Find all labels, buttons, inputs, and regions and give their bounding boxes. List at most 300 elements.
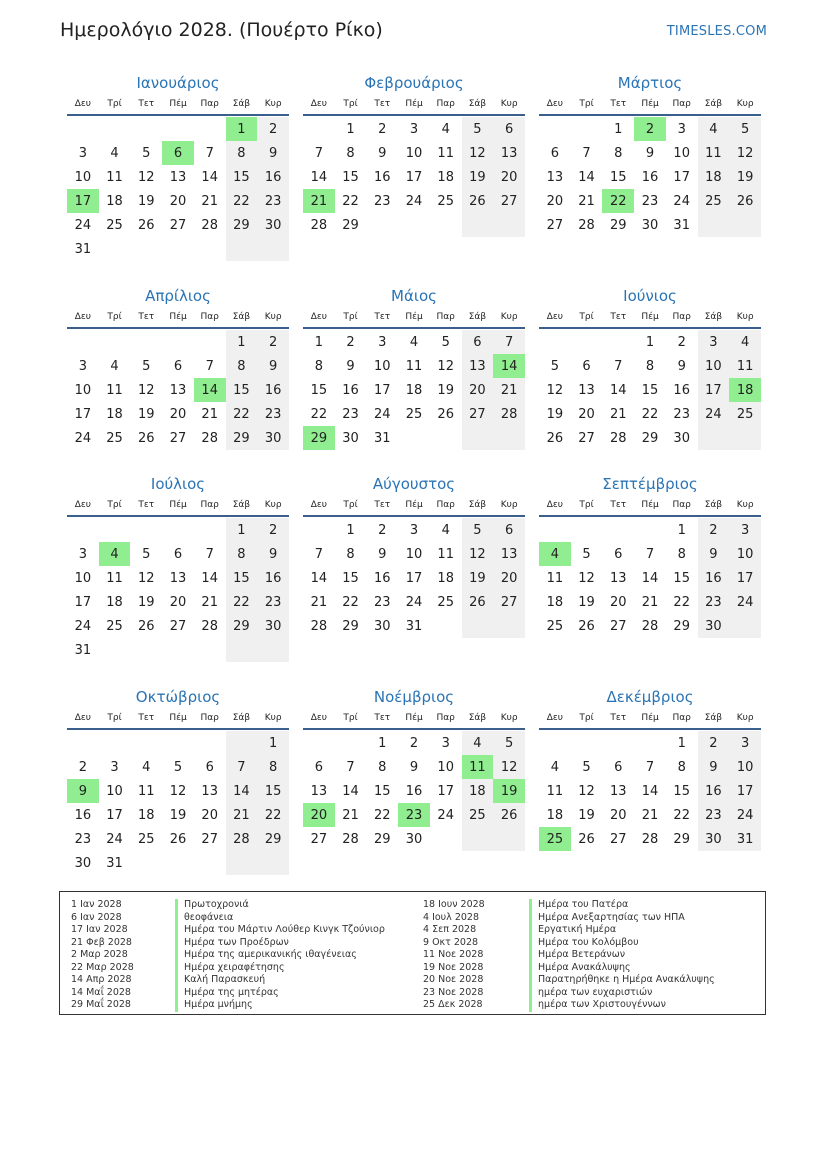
empty-cell bbox=[462, 426, 494, 450]
month-block bbox=[539, 72, 761, 237]
weekday-label: Δευ bbox=[310, 713, 327, 723]
day-cell: 8 bbox=[314, 358, 323, 374]
day-cell: 22 bbox=[226, 402, 258, 426]
day-cell: 22 bbox=[310, 406, 328, 422]
day-cell: 30 bbox=[698, 827, 730, 851]
day-cell: 3 bbox=[409, 121, 419, 137]
empty-cell bbox=[729, 426, 761, 450]
day-cell: 25 bbox=[138, 831, 155, 847]
day-cell: 13 bbox=[310, 783, 328, 799]
day-cell: 17 bbox=[405, 570, 423, 586]
day-cell: 20 bbox=[201, 807, 218, 823]
weekday-label: Κυρ bbox=[264, 713, 282, 723]
weekday-label: Δευ bbox=[74, 500, 91, 510]
weekday-label: Σάβ bbox=[704, 312, 723, 322]
day-cell: 7 bbox=[205, 145, 214, 161]
day-cell: 1 bbox=[378, 735, 387, 751]
empty-cell bbox=[539, 330, 571, 354]
day-cell: 13 bbox=[493, 141, 525, 165]
legend-holiday-name: θεοφάνεια bbox=[175, 912, 385, 925]
empty-cell bbox=[130, 638, 162, 662]
weekday-label: Πέμ bbox=[405, 99, 423, 109]
empty-cell bbox=[194, 851, 226, 875]
day-cell: 26 bbox=[138, 430, 155, 446]
day-cell: 8 bbox=[226, 354, 258, 378]
day-cell: 26 bbox=[546, 430, 564, 446]
day-cell: 29 bbox=[641, 430, 659, 446]
day-cell: 23 bbox=[374, 594, 391, 610]
weekday-label: Παρ bbox=[436, 99, 455, 109]
day-cell: 5 bbox=[441, 334, 450, 350]
empty-cell bbox=[602, 330, 634, 354]
day-cell: 9 bbox=[257, 354, 289, 378]
day-cell: 27 bbox=[169, 217, 187, 233]
empty-cell bbox=[366, 213, 398, 237]
day-cell: 16 bbox=[698, 566, 730, 590]
day-cell: 12 bbox=[138, 169, 155, 185]
day-cell: 24 bbox=[405, 193, 423, 209]
empty-cell bbox=[303, 518, 335, 542]
weekday-label: Κυρ bbox=[736, 312, 754, 322]
weekday-label: Παρ bbox=[200, 99, 219, 109]
day-cell: 10 bbox=[729, 542, 761, 566]
day-cell: 8 bbox=[645, 358, 655, 374]
day-cell: 8 bbox=[614, 145, 623, 161]
month-name: Αύγουστος bbox=[372, 475, 456, 493]
day-cell: 22 bbox=[641, 406, 659, 422]
day-cell: 19 bbox=[578, 594, 595, 610]
day-cell: 12 bbox=[546, 382, 564, 398]
day-cell: 5 bbox=[462, 117, 494, 141]
day-cell: 13 bbox=[578, 382, 595, 398]
month-block bbox=[539, 473, 761, 638]
holiday-day-cell: 2 bbox=[634, 117, 666, 141]
day-cell: 16 bbox=[374, 570, 391, 586]
day-cell: 19 bbox=[169, 807, 187, 823]
weekday-label: Παρ bbox=[200, 500, 219, 510]
legend-holiday-name: Εργατική Ημέρα bbox=[529, 924, 715, 937]
day-cell: 21 bbox=[641, 807, 659, 823]
day-cell: 6 bbox=[493, 518, 525, 542]
day-cell: 19 bbox=[138, 406, 155, 422]
day-cell: 13 bbox=[169, 570, 187, 586]
empty-cell bbox=[130, 851, 162, 875]
day-cell: 21 bbox=[226, 803, 258, 827]
legend-holiday-name: Ημέρα του Πατέρα bbox=[529, 899, 715, 912]
day-cell: 17 bbox=[405, 169, 423, 185]
weekday-label: Πέμ bbox=[641, 500, 659, 510]
day-cell: 26 bbox=[138, 217, 155, 233]
day-cell: 27 bbox=[169, 618, 187, 634]
empty-cell bbox=[303, 117, 335, 141]
day-cell: 4 bbox=[441, 522, 450, 538]
weekday-label: Πέμ bbox=[169, 713, 187, 723]
day-cell: 24 bbox=[106, 831, 123, 847]
day-cell: 13 bbox=[610, 570, 627, 586]
day-cell: 23 bbox=[698, 590, 730, 614]
day-cell: 24 bbox=[698, 402, 730, 426]
day-cell: 23 bbox=[698, 803, 730, 827]
day-grid bbox=[539, 731, 761, 851]
empty-cell bbox=[430, 426, 462, 450]
day-cell: 26 bbox=[729, 189, 761, 213]
holiday-day-cell: 20 bbox=[303, 803, 335, 827]
legend-date: 17 Ιαν 2028 bbox=[71, 924, 128, 935]
day-grid bbox=[67, 330, 289, 450]
day-cell: 31 bbox=[729, 827, 761, 851]
day-cell: 15 bbox=[226, 566, 258, 590]
day-cell: 27 bbox=[610, 831, 627, 847]
weekday-label: Σάβ bbox=[704, 99, 723, 109]
legend-holiday-name: Ημέρα του Κολόμβου bbox=[529, 937, 715, 950]
day-cell: 2 bbox=[78, 759, 87, 775]
day-cell: 6 bbox=[314, 759, 323, 775]
holiday-day-cell: 29 bbox=[303, 426, 335, 450]
day-cell: 29 bbox=[226, 213, 258, 237]
weekday-label: Σάβ bbox=[468, 312, 487, 322]
day-cell: 5 bbox=[729, 117, 761, 141]
legend-date: 23 Νοε 2028 bbox=[423, 986, 484, 998]
day-cell: 10 bbox=[437, 759, 454, 775]
day-cell: 10 bbox=[106, 783, 123, 799]
day-cell: 8 bbox=[677, 546, 686, 562]
weekday-label: Τρί bbox=[579, 500, 594, 510]
day-cell: 17 bbox=[74, 594, 92, 610]
day-grid bbox=[67, 117, 289, 261]
weekday-label: Δευ bbox=[310, 99, 327, 109]
day-cell: 17 bbox=[729, 779, 761, 803]
day-cell: 13 bbox=[546, 169, 564, 185]
legend-holiday-name: Πρωτοχρονιά bbox=[175, 899, 385, 912]
holiday-legend bbox=[59, 891, 766, 1015]
day-cell: 30 bbox=[374, 618, 391, 634]
day-cell: 29 bbox=[673, 831, 690, 847]
day-cell: 23 bbox=[673, 406, 690, 422]
weekday-label: Σάβ bbox=[232, 500, 251, 510]
day-cell: 24 bbox=[74, 217, 92, 233]
day-cell: 15 bbox=[310, 382, 328, 398]
day-cell: 23 bbox=[641, 193, 659, 209]
day-cell: 24 bbox=[729, 590, 761, 614]
day-cell: 16 bbox=[257, 378, 289, 402]
day-cell: 2 bbox=[698, 731, 730, 755]
weekday-header bbox=[67, 708, 289, 730]
day-grid bbox=[303, 117, 525, 237]
weekday-label: Τετ bbox=[610, 312, 627, 322]
legend-date: 21 Φεβ 2028 bbox=[71, 936, 132, 948]
empty-cell bbox=[493, 614, 525, 638]
weekday-header bbox=[539, 94, 761, 116]
legend-date: 2 Μαρ 2028 bbox=[71, 949, 128, 960]
weekday-label: Παρ bbox=[672, 713, 691, 723]
day-cell: 11 bbox=[138, 783, 155, 799]
day-cell: 16 bbox=[74, 807, 92, 823]
day-cell: 22 bbox=[374, 807, 391, 823]
day-cell: 26 bbox=[578, 618, 595, 634]
day-cell: 4 bbox=[409, 334, 419, 350]
day-cell: 21 bbox=[641, 594, 659, 610]
day-cell: 19 bbox=[729, 165, 761, 189]
day-cell: 25 bbox=[462, 803, 494, 827]
day-cell: 20 bbox=[169, 193, 187, 209]
day-cell: 28 bbox=[578, 217, 595, 233]
month-name: Δεκέμβριος bbox=[606, 688, 694, 706]
day-cell: 31 bbox=[74, 642, 92, 658]
day-cell: 8 bbox=[257, 755, 289, 779]
weekday-label: Παρ bbox=[436, 713, 455, 723]
day-grid bbox=[67, 731, 289, 875]
empty-cell bbox=[162, 237, 194, 261]
day-cell: 27 bbox=[493, 590, 525, 614]
weekday-label: Δευ bbox=[546, 500, 563, 510]
day-cell: 26 bbox=[138, 618, 155, 634]
day-cell: 13 bbox=[201, 783, 218, 799]
day-cell: 3 bbox=[409, 522, 419, 538]
weekday-label: Σάβ bbox=[232, 312, 251, 322]
holiday-day-cell: 14 bbox=[194, 378, 226, 402]
day-cell: 26 bbox=[437, 406, 454, 422]
legend-holiday-name: Ημέρα Βετεράνων bbox=[529, 949, 715, 962]
empty-cell bbox=[67, 731, 99, 755]
day-cell: 6 bbox=[493, 117, 525, 141]
day-cell: 8 bbox=[346, 145, 355, 161]
day-cell: 1 bbox=[614, 121, 623, 137]
day-cell: 12 bbox=[169, 783, 187, 799]
day-cell: 2 bbox=[409, 735, 419, 751]
day-cell: 23 bbox=[257, 189, 289, 213]
empty-cell bbox=[130, 731, 162, 755]
weekday-label: Τρί bbox=[107, 312, 122, 322]
empty-cell bbox=[698, 426, 730, 450]
holiday-day-cell: 19 bbox=[493, 779, 525, 803]
day-cell: 11 bbox=[546, 783, 564, 799]
month-block bbox=[67, 72, 289, 261]
weekday-label: Κυρ bbox=[500, 312, 518, 322]
weekday-label: Κυρ bbox=[500, 713, 518, 723]
day-cell: 20 bbox=[169, 594, 187, 610]
empty-cell bbox=[539, 117, 571, 141]
empty-cell bbox=[257, 638, 289, 662]
day-cell: 17 bbox=[437, 783, 454, 799]
day-cell: 1 bbox=[314, 334, 323, 350]
day-cell: 27 bbox=[169, 430, 187, 446]
empty-cell bbox=[226, 731, 258, 755]
day-cell: 3 bbox=[441, 735, 450, 751]
day-cell: 31 bbox=[405, 618, 423, 634]
month-block bbox=[303, 285, 525, 450]
day-cell: 31 bbox=[74, 241, 92, 257]
empty-cell bbox=[67, 117, 99, 141]
day-cell: 30 bbox=[698, 614, 730, 638]
day-cell: 2 bbox=[677, 334, 686, 350]
day-cell: 9 bbox=[698, 755, 730, 779]
day-cell: 10 bbox=[74, 169, 92, 185]
month-block bbox=[67, 285, 289, 450]
weekday-label: Κυρ bbox=[264, 312, 282, 322]
day-cell: 25 bbox=[106, 430, 123, 446]
empty-cell bbox=[194, 117, 226, 141]
day-cell: 7 bbox=[645, 759, 655, 775]
weekday-label: Δευ bbox=[74, 99, 91, 109]
day-cell: 10 bbox=[673, 145, 690, 161]
day-cell: 24 bbox=[374, 406, 391, 422]
weekday-label: Παρ bbox=[200, 312, 219, 322]
day-cell: 15 bbox=[342, 169, 359, 185]
day-cell: 2 bbox=[257, 518, 289, 542]
weekday-label: Πέμ bbox=[169, 500, 187, 510]
day-cell: 11 bbox=[106, 570, 123, 586]
day-cell: 12 bbox=[462, 542, 494, 566]
empty-cell bbox=[99, 638, 131, 662]
empty-cell bbox=[99, 731, 131, 755]
day-cell: 10 bbox=[698, 354, 730, 378]
weekday-header bbox=[303, 94, 525, 116]
day-cell: 25 bbox=[729, 402, 761, 426]
day-cell: 17 bbox=[698, 378, 730, 402]
day-cell: 26 bbox=[578, 831, 595, 847]
day-cell: 22 bbox=[673, 807, 690, 823]
month-name: Φεβρουάριος bbox=[364, 74, 464, 92]
legend-holiday-name: ημέρα των ευχαριστιών bbox=[529, 987, 715, 1000]
day-grid bbox=[303, 731, 525, 851]
page-title: Ημερολόγιο 2028. (Πουέρτο Ρίκο) bbox=[60, 19, 383, 41]
weekday-label: Κυρ bbox=[264, 500, 282, 510]
day-cell: 22 bbox=[342, 193, 359, 209]
holiday-day-cell: 4 bbox=[99, 542, 131, 566]
weekday-label: Κυρ bbox=[500, 99, 518, 109]
day-cell: 10 bbox=[729, 755, 761, 779]
holiday-day-cell: 1 bbox=[226, 117, 258, 141]
weekday-label: Δευ bbox=[546, 99, 563, 109]
weekday-label: Κυρ bbox=[736, 99, 754, 109]
month-name: Απρίλιος bbox=[145, 287, 211, 305]
weekday-label: Δευ bbox=[546, 713, 563, 723]
month-block bbox=[303, 686, 525, 851]
weekday-header bbox=[539, 307, 761, 329]
day-cell: 6 bbox=[582, 358, 591, 374]
site-link[interactable]: TIMESLES.COM bbox=[666, 24, 767, 39]
empty-cell bbox=[67, 330, 99, 354]
day-grid bbox=[539, 518, 761, 638]
legend-date: 18 Ιουν 2028 bbox=[423, 899, 485, 910]
weekday-label: Κυρ bbox=[736, 500, 754, 510]
day-cell: 23 bbox=[257, 590, 289, 614]
holiday-day-cell: 25 bbox=[539, 827, 571, 851]
legend-date: 14 Μαΐ 2028 bbox=[71, 986, 131, 998]
day-cell: 24 bbox=[729, 803, 761, 827]
weekday-label: Κυρ bbox=[736, 713, 754, 723]
day-cell: 18 bbox=[546, 807, 564, 823]
day-cell: 28 bbox=[641, 831, 659, 847]
day-cell: 6 bbox=[550, 145, 559, 161]
day-cell: 10 bbox=[405, 546, 423, 562]
day-cell: 27 bbox=[201, 831, 218, 847]
day-cell: 30 bbox=[641, 217, 659, 233]
day-cell: 18 bbox=[437, 570, 454, 586]
legend-holiday-name: Ημέρα μνήμης bbox=[175, 999, 385, 1012]
day-cell: 12 bbox=[493, 755, 525, 779]
legend-holiday-name: Ημέρα των Προέδρων bbox=[175, 937, 385, 950]
empty-cell bbox=[303, 731, 335, 755]
day-cell: 12 bbox=[437, 358, 454, 374]
day-cell: 25 bbox=[437, 594, 454, 610]
legend-names-right bbox=[529, 899, 715, 1012]
holiday-day-cell: 14 bbox=[493, 354, 525, 378]
day-cell: 24 bbox=[74, 618, 92, 634]
day-cell: 28 bbox=[201, 217, 218, 233]
empty-cell bbox=[430, 213, 462, 237]
empty-cell bbox=[698, 213, 730, 237]
day-cell: 16 bbox=[405, 783, 423, 799]
day-cell: 4 bbox=[698, 117, 730, 141]
legend-holiday-name: Ημέρα χειραφέτησης bbox=[175, 962, 385, 975]
empty-cell bbox=[493, 213, 525, 237]
day-cell: 13 bbox=[493, 542, 525, 566]
day-cell: 3 bbox=[698, 330, 730, 354]
day-cell: 18 bbox=[462, 779, 494, 803]
day-cell: 24 bbox=[437, 807, 454, 823]
day-cell: 22 bbox=[226, 590, 258, 614]
day-cell: 17 bbox=[374, 382, 391, 398]
day-cell: 9 bbox=[677, 358, 686, 374]
legend-holiday-name: Ημέρα Ανακάλυψης bbox=[529, 962, 715, 975]
weekday-label: Παρ bbox=[436, 500, 455, 510]
day-cell: 23 bbox=[342, 406, 359, 422]
day-cell: 1 bbox=[226, 518, 258, 542]
weekday-label: Τρί bbox=[343, 713, 358, 723]
day-cell: 29 bbox=[342, 217, 359, 233]
month-name: Ιανουάριος bbox=[136, 74, 220, 92]
empty-cell bbox=[130, 518, 162, 542]
day-cell: 31 bbox=[374, 430, 391, 446]
weekday-label: Τετ bbox=[374, 500, 391, 510]
day-cell: 3 bbox=[729, 518, 761, 542]
day-cell: 18 bbox=[106, 406, 123, 422]
day-cell: 27 bbox=[610, 618, 627, 634]
day-cell: 6 bbox=[173, 358, 183, 374]
month-name: Σεπτέμβριος bbox=[602, 475, 698, 493]
day-cell: 14 bbox=[578, 169, 595, 185]
day-cell: 3 bbox=[378, 334, 387, 350]
legend-dates-right bbox=[423, 899, 485, 1012]
weekday-label: Δευ bbox=[74, 312, 91, 322]
day-cell: 2 bbox=[698, 518, 730, 542]
day-cell: 17 bbox=[673, 169, 690, 185]
empty-cell bbox=[571, 117, 603, 141]
month-name: Ιούλιος bbox=[150, 475, 206, 493]
weekday-label: Σάβ bbox=[468, 713, 487, 723]
day-cell: 14 bbox=[201, 570, 218, 586]
day-cell: 27 bbox=[493, 189, 525, 213]
weekday-header bbox=[539, 495, 761, 517]
day-cell: 4 bbox=[462, 731, 494, 755]
empty-cell bbox=[493, 426, 525, 450]
day-cell: 24 bbox=[405, 594, 423, 610]
legend-holiday-name: Παρατηρήθηκε η Ημέρα Ανακάλυψης bbox=[529, 974, 715, 987]
day-cell: 3 bbox=[78, 546, 87, 562]
day-cell: 26 bbox=[169, 831, 187, 847]
weekday-label: Τετ bbox=[138, 312, 155, 322]
weekday-label: Πέμ bbox=[641, 713, 659, 723]
day-cell: 4 bbox=[729, 330, 761, 354]
day-cell: 5 bbox=[173, 759, 183, 775]
legend-holiday-name: Ημέρα της αμερικανικής ιθαγένειας bbox=[175, 949, 385, 962]
weekday-label: Τετ bbox=[610, 713, 627, 723]
legend-date: 22 Μαρ 2028 bbox=[71, 961, 134, 973]
empty-cell bbox=[257, 237, 289, 261]
weekday-label: Τρί bbox=[107, 713, 122, 723]
day-cell: 29 bbox=[342, 618, 359, 634]
